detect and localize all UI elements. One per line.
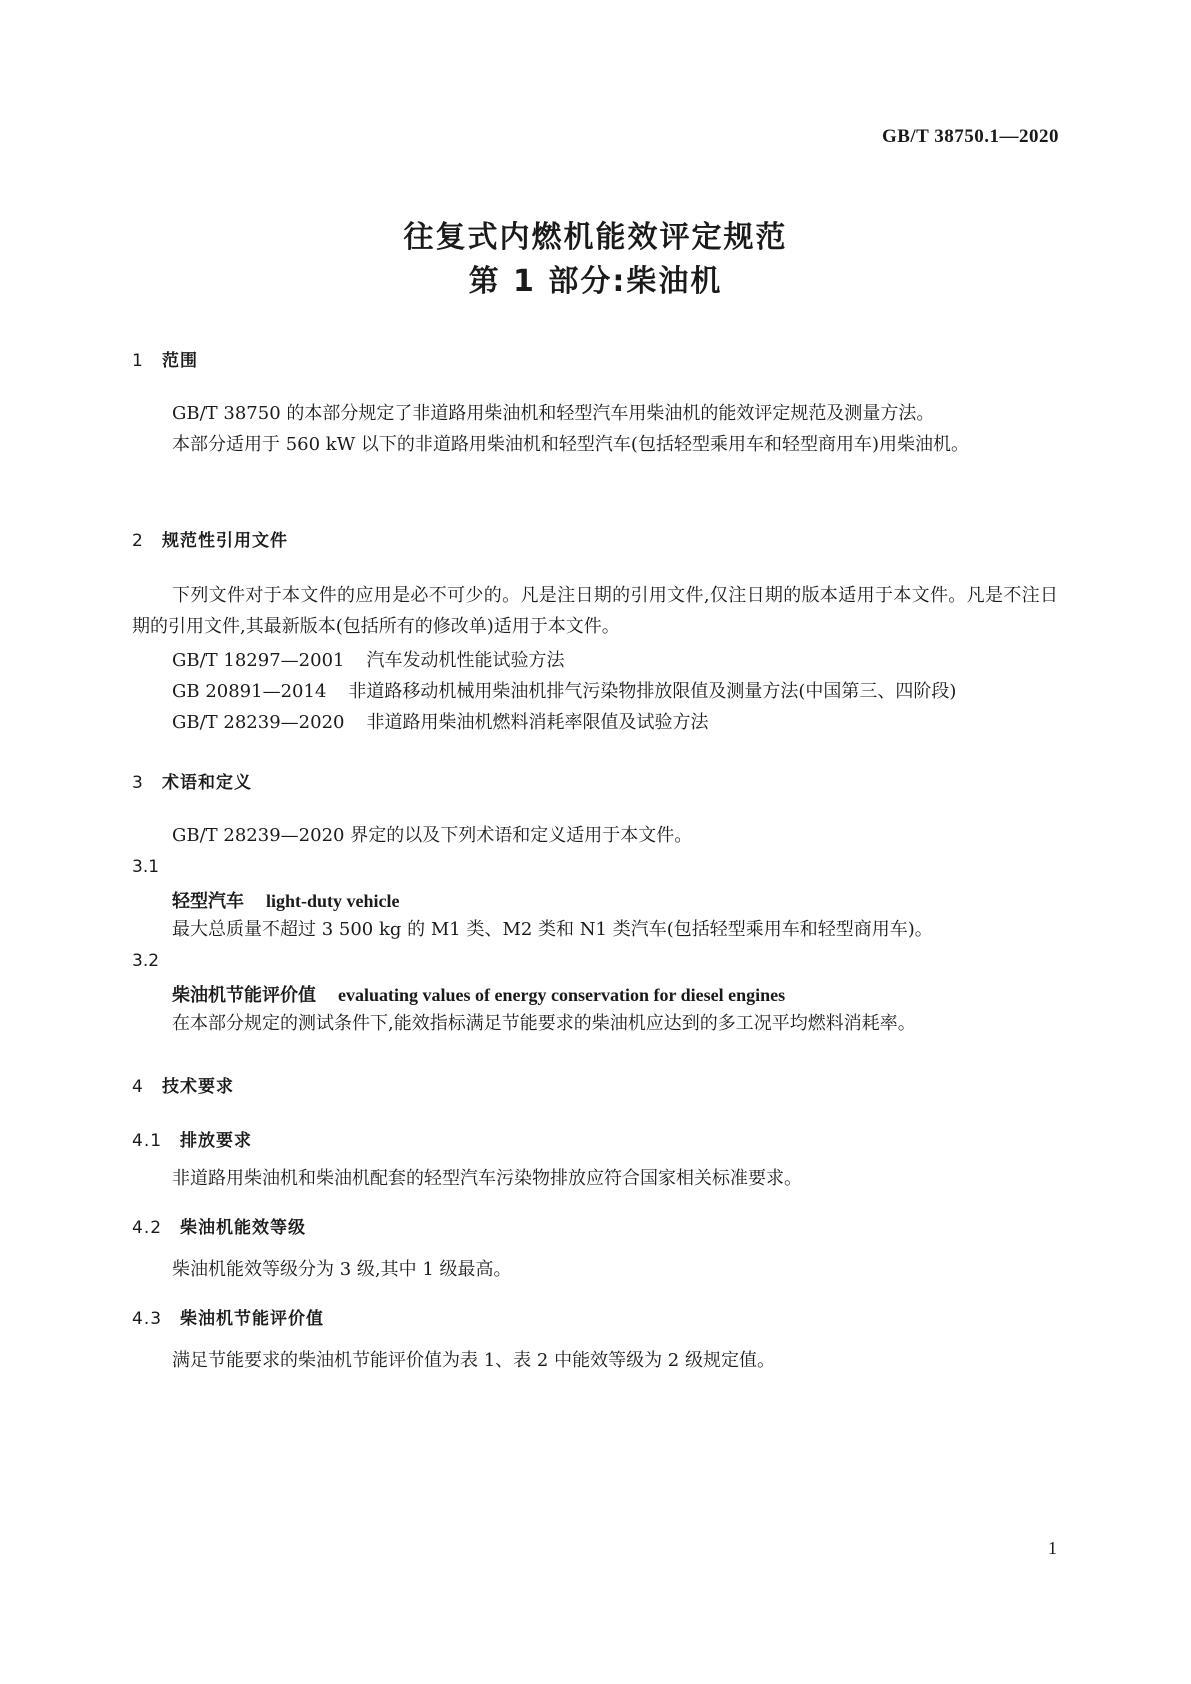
title-line-1: 往复式内燃机能效评定规范 <box>403 220 788 255</box>
section-4-heading <box>132 1072 234 1097</box>
section-1-heading <box>132 346 198 371</box>
section-3-heading <box>132 768 252 793</box>
reference-title: 汽车发动机性能试验方法 <box>366 650 565 671</box>
page-number: 1 <box>1048 1538 1057 1558</box>
term-definition: 在本部分规定的测试条件下,能效指标满足节能要求的柴油机应达到的多工况平均燃料消耗率。 <box>172 1013 916 1034</box>
subsection-title: 柴油机能效等级 <box>180 1218 306 1238</box>
section-title: 范围 <box>162 351 198 371</box>
section-number: 1 <box>132 351 144 371</box>
term-chinese: 轻型汽车 <box>172 891 244 912</box>
document-id: GB/T 38750.1—2020 <box>881 126 1059 147</box>
section-number: 3 <box>132 773 144 793</box>
subsection-number: 4.2 <box>132 1218 163 1238</box>
subsection-title: 柴油机节能评价值 <box>180 1309 324 1329</box>
term-chinese: 柴油机节能评价值 <box>172 985 316 1006</box>
subsection-number: 4.1 <box>132 1131 163 1151</box>
reference-title: 非道路移动机械用柴油机排气污染物排放限值及测量方法(中国第三、四阶段) <box>348 681 957 702</box>
term-definition: 最大总质量不超过 3 500 kg 的 M1 类、M2 类和 N1 类汽车(包括轻型乘用车和轻型商用车)。 <box>172 919 933 940</box>
subsection-heading <box>132 1126 252 1151</box>
section-1-para-2: 本部分适用于 560 kW 以下的非道路用柴油机和轻型汽车(包括轻型乘用车和轻型商用车)用柴油机。 <box>172 434 969 455</box>
term-english: light-duty vehicle <box>266 891 400 911</box>
term-number: 3.2 <box>132 951 160 971</box>
section-title: 术语和定义 <box>162 773 252 793</box>
reference-title: 非道路用柴油机燃料消耗率限值及试验方法 <box>366 712 709 733</box>
section-2-para: 下列文件对于本文件的应用是必不可少的。凡是注日期的引用文件,仅注日期的版本适用于本文件。凡是不注日期的引用文件,其最新版本(包括所有的修改单)适用于本文件。 <box>132 585 1058 637</box>
section-title: 技术要求 <box>162 1077 234 1097</box>
section-number: 2 <box>132 531 144 551</box>
title-line-2: 第 1 部分:柴油机 <box>468 264 723 299</box>
subsection-title: 排放要求 <box>180 1131 252 1151</box>
subsection-heading <box>132 1213 306 1238</box>
reference-item <box>172 677 956 703</box>
term-number: 3.1 <box>132 857 160 877</box>
reference-item <box>172 646 564 672</box>
section-3-para: GB/T 28239—2020 界定的以及下列术语和定义适用于本文件。 <box>172 825 693 846</box>
subsection-heading <box>132 1304 324 1329</box>
section-number: 4 <box>132 1077 144 1097</box>
subsection-para: 满足节能要求的柴油机节能评价值为表 1、表 2 中能效等级为 2 级规定值。 <box>172 1350 775 1371</box>
reference-item <box>172 708 708 734</box>
section-title: 规范性引用文件 <box>162 531 288 551</box>
subsection-number: 4.3 <box>132 1309 163 1329</box>
reference-code: GB 20891—2014 <box>172 681 327 702</box>
term-heading <box>172 887 400 913</box>
subsection-para: 柴油机能效等级分为 3 级,其中 1 级最高。 <box>172 1259 512 1280</box>
subsection-para: 非道路用柴油机和柴油机配套的轻型汽车污染物排放应符合国家相关标准要求。 <box>172 1168 802 1189</box>
term-english: evaluating values of energy conservation for diesel engines <box>338 985 786 1005</box>
reference-code: GB/T 18297—2001 <box>172 650 345 671</box>
term-heading <box>172 981 785 1007</box>
section-1-para-1: GB/T 38750 的本部分规定了非道路用柴油机和轻型汽车用柴油机的能效评定规范及测量方法。 <box>172 403 935 424</box>
section-2-heading <box>132 526 288 551</box>
reference-code: GB/T 28239—2020 <box>172 712 345 733</box>
